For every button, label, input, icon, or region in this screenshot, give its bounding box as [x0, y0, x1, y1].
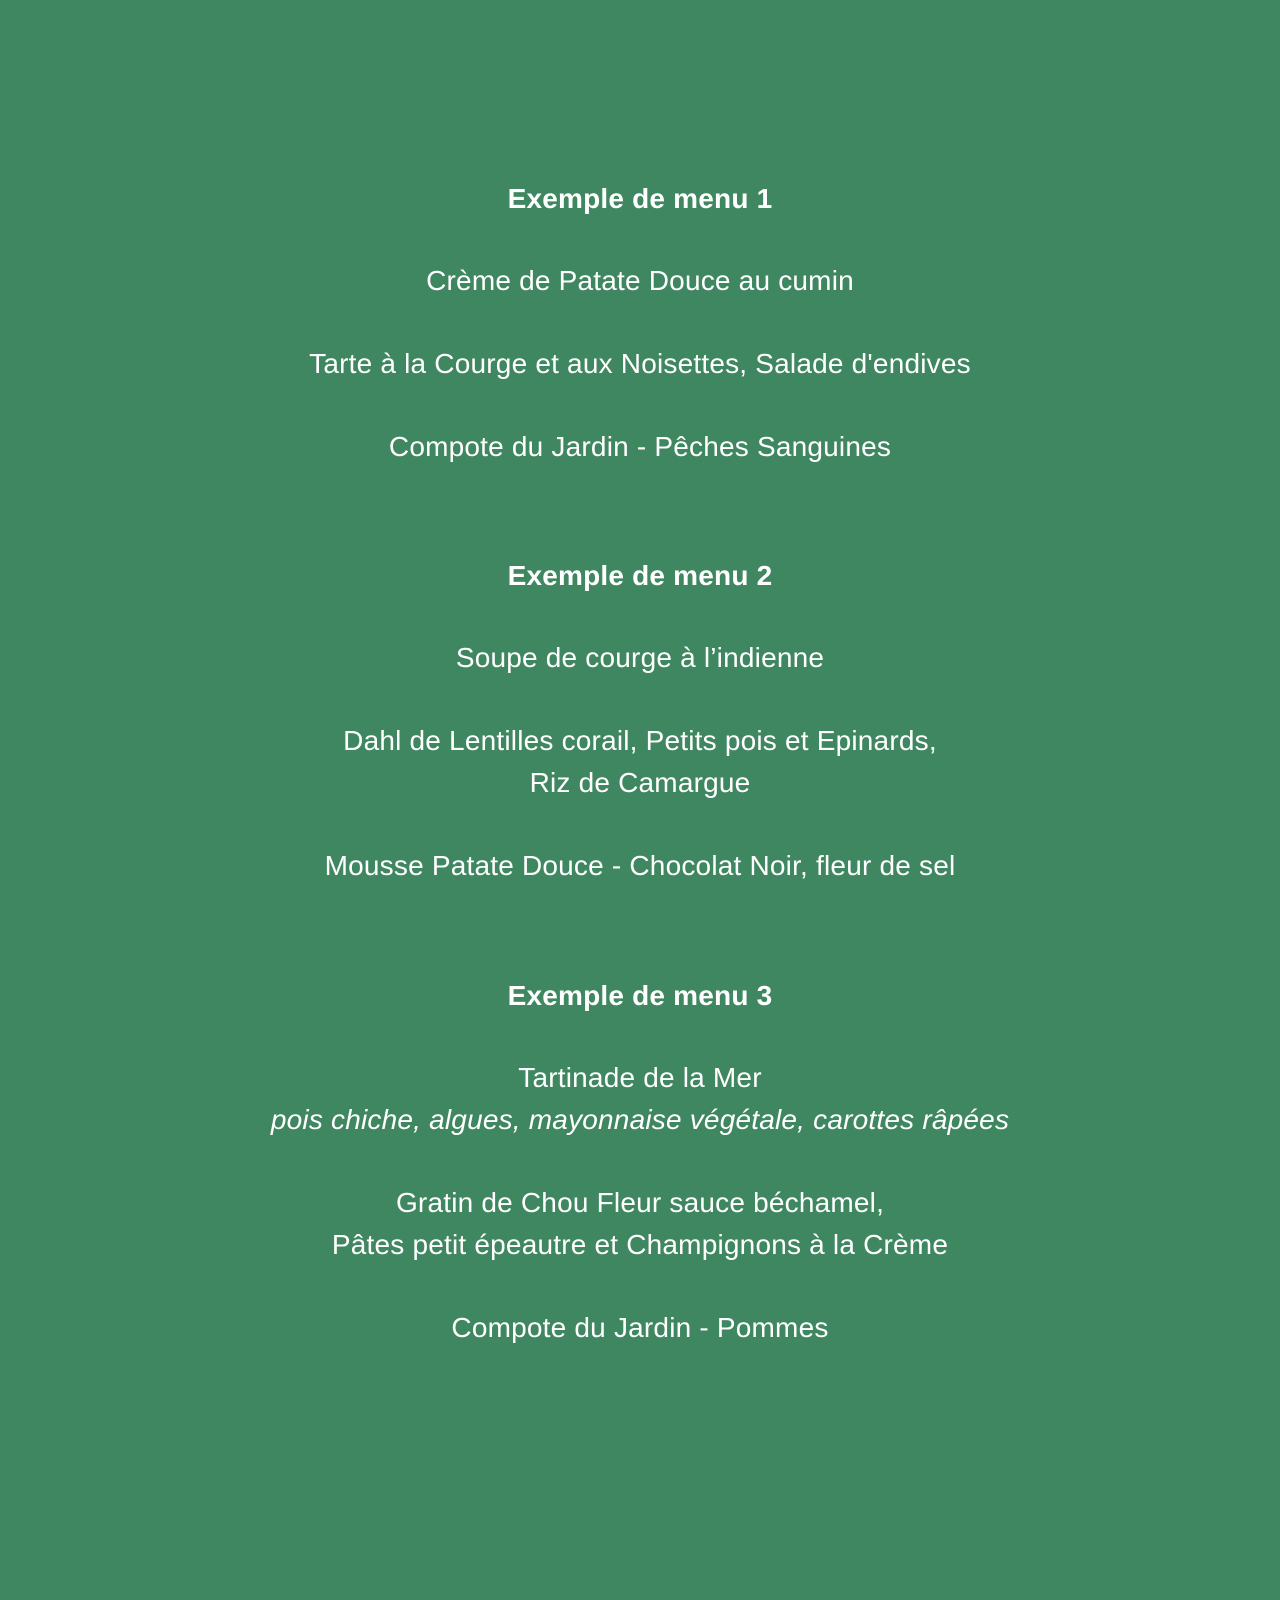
menu-example-3: [0, 975, 1280, 1390]
menu-course-starter: [0, 260, 1280, 302]
course-line: Tarte à la Courge et aux Noisettes, Salade d'endives: [309, 348, 971, 379]
menu-title: Exemple de menu 1: [507, 183, 773, 214]
menu-course-dessert: [0, 1307, 1280, 1349]
course-line: Dahl de Lentilles corail, Petits pois et Epinards,: [343, 725, 937, 756]
menu-course-main: [0, 343, 1280, 385]
menu-course-starter: [0, 637, 1280, 679]
menu-title: Exemple de menu 3: [507, 980, 773, 1011]
menu-course-dessert: [0, 845, 1280, 887]
course-line: Tartinade de la Mer: [518, 1062, 762, 1093]
menu-course-starter: [0, 1057, 1280, 1141]
menu-title: Exemple de menu 2: [507, 560, 773, 591]
course-line: Riz de Camargue: [529, 767, 751, 798]
course-line: Mousse Patate Douce - Chocolat Noir, fleur de sel: [324, 850, 956, 881]
course-line: Gratin de Chou Fleur sauce béchamel,: [395, 1187, 885, 1218]
course-line: Soupe de courge à l’indienne: [455, 642, 825, 673]
course-line: Compote du Jardin - Pommes: [451, 1312, 829, 1343]
menu-example-2: [0, 555, 1280, 928]
course-line: Compote du Jardin - Pêches Sanguines: [388, 431, 892, 462]
menu-course-main: [0, 1182, 1280, 1266]
course-detail: pois chiche, algues, mayonnaise végétale, carottes râpées: [270, 1104, 1010, 1135]
menu-course-main: [0, 720, 1280, 804]
course-line: Pâtes petit épeautre et Champignons à la Crème: [331, 1229, 949, 1260]
menu-example-1: [0, 178, 1280, 509]
course-line: Crème de Patate Douce au cumin: [426, 265, 854, 296]
menu-course-dessert: [0, 426, 1280, 468]
